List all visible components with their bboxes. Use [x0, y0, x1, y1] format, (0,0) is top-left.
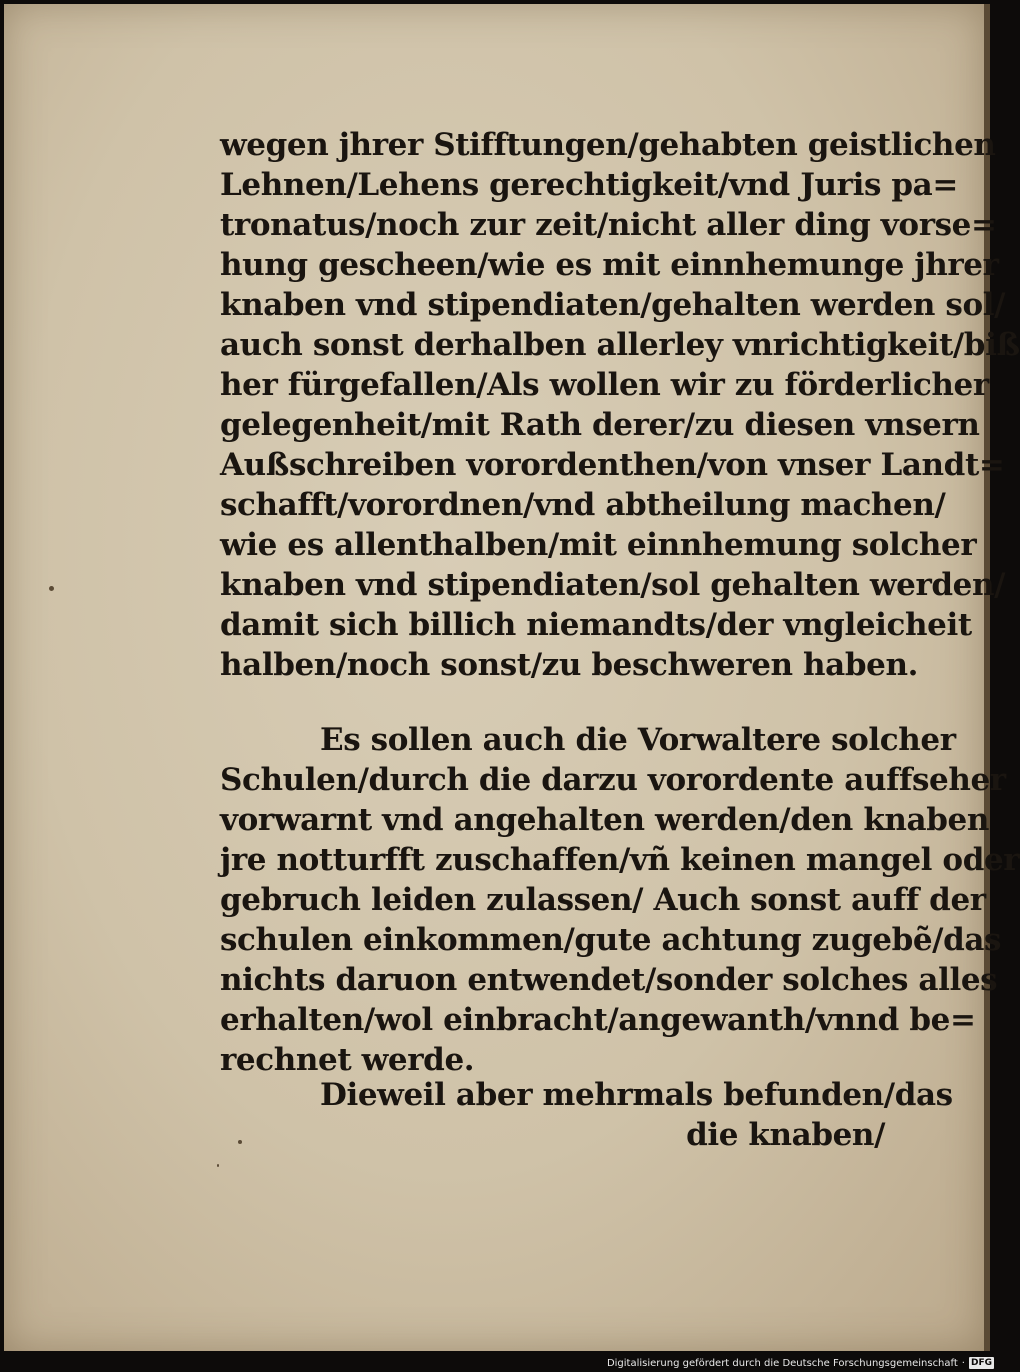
text-line: knaben vnd stipendiaten/sol gehalten werden/	[220, 567, 1006, 603]
text-line: schafft/vorordnen/vnd abtheilung machen/	[220, 487, 946, 523]
text-line: jre notturfft zuschaffen/vñ keinen mangel oder	[220, 842, 1020, 878]
digitization-credit: Digitalisierung gefördert durch die Deutsche Forschungsgemeinschaft · DFG	[606, 1357, 992, 1369]
text-line: wegen jhrer Stifftungen/gehabten geistlichen	[220, 127, 996, 163]
text-line: knaben vnd stipendiaten/gehalten werden sol/	[220, 287, 1006, 323]
text-line: Lehnen/Lehens gerechtigkeit/vnd Juris pa=	[220, 167, 958, 203]
dfg-logo-icon: DFG	[970, 1358, 992, 1368]
text-line: vorwarnt vnd angehalten werden/den knaben	[220, 802, 989, 838]
text-line: schulen einkommen/gute achtung zugebẽ/das	[220, 922, 1002, 958]
text-line: nichts daruon entwendet/sonder solches alles	[220, 962, 998, 998]
text-line: erhalten/wol einbracht/angewanth/vnnd be=	[220, 1002, 976, 1038]
text-line: gebruch leiden zulassen/ Auch sonst auff der	[220, 882, 986, 918]
text-line: tronatus/noch zur zeit/nicht aller ding vorse=	[220, 207, 997, 243]
text-line: rechnet werde.	[220, 1042, 475, 1078]
catchword: die knaben/	[686, 1117, 885, 1153]
text-line: her fürgefallen/Als wollen wir zu förderlicher	[220, 367, 989, 403]
text-line: gelegenheit/mit Rath derer/zu diesen vnsern	[220, 407, 980, 443]
text-line: Schulen/durch die darzu vorordente auffseher	[220, 762, 1006, 798]
text-line: auch sonst derhalben allerley vnrichtigkeit/biß	[220, 327, 1020, 363]
text-line: Außschreiben vorordenthen/von vnser Landt=	[220, 447, 1005, 483]
text-line: Es sollen auch die Vorwaltere solcher	[320, 722, 956, 758]
paragraph-2	[220, 720, 1020, 1080]
text-line: Dieweil aber mehrmals befunden/das	[320, 1077, 953, 1113]
text-line: damit sich billich niemandts/der vngleicheit	[220, 607, 972, 643]
paragraph-1	[220, 125, 1020, 685]
text-line: hung gescheen/wie es mit einnhemunge jhrer	[220, 247, 999, 283]
text-line: halben/noch sonst/zu beschweren haben.	[220, 647, 918, 683]
text-line: wie es allenthalben/mit einnhemung solcher	[220, 527, 977, 563]
credit-text: Digitalisierung gefördert durch die Deutsche Forschungsgemeinschaft	[606, 1357, 958, 1369]
paragraph-3	[220, 1075, 953, 1155]
